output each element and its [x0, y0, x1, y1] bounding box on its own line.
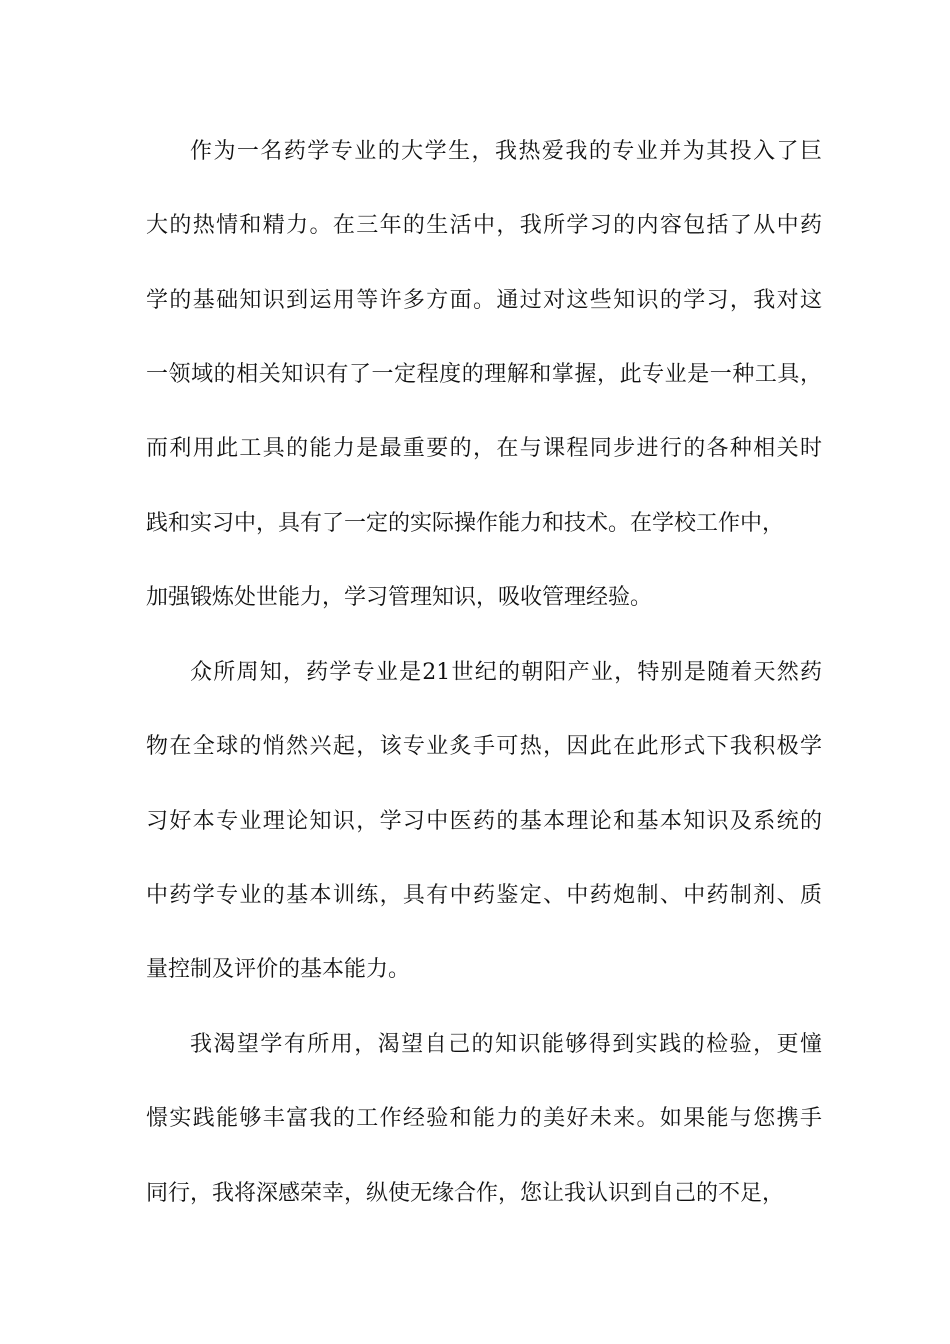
paragraph-1-line-1: 作为一名药学专业的大学生，我热爱我的专业并为其投入了巨: [190, 139, 822, 164]
paragraph-2-line-3: 习好本专业理论知识，学习中医药的基本理论和基本知识及系统的: [146, 809, 822, 834]
paragraph-1-line-6: 践和实习中，具有了一定的实际操作能力和技术。在学校工作中，: [146, 511, 785, 536]
paragraph-1-line-7: 加强锻炼处世能力，学习管理知识，吸收管理经验。: [146, 585, 653, 610]
paragraph-3-line-2: 憬实践能够丰富我的工作经验和能力的美好未来。如果能与您携手: [146, 1106, 822, 1131]
paragraph-1-line-5: 而利用此工具的能力是最重要的，在与课程同步进行的各种相关时: [146, 436, 822, 461]
paragraph-1-line-3: 学的基础知识到运用等许多方面。通过对这些知识的学习，我对这: [146, 288, 822, 313]
paragraph-1-line-4: 一领域的相关知识有了一定程度的理解和掌握，此专业是一种工具，: [146, 362, 822, 387]
paragraph-3-line-1: 我渴望学有所用，渴望自己的知识能够得到实践的检验，更憧: [190, 1032, 822, 1057]
paragraph-2-line-4: 中药学专业的基本训练，具有中药鉴定、中药炮制、中药制剂、质: [146, 883, 822, 908]
paragraph-3-line-3: 同行，我将深感荣幸，纵使无缘合作，您让我认识到自己的不足，: [146, 1181, 785, 1206]
paragraph-2-line-5: 量控制及评价的基本能力。: [146, 957, 411, 982]
paragraph-1-line-2: 大的热情和精力。在三年的生活中，我所学习的内容包括了从中药: [146, 213, 822, 238]
paragraph-2-line-1: 众所周知，药学专业是21世纪的朝阳产业，特别是随着天然药: [190, 660, 822, 685]
paragraph-2-line-2: 物在全球的悄然兴起，该专业炙手可热，因此在此形式下我积极学: [146, 734, 822, 759]
